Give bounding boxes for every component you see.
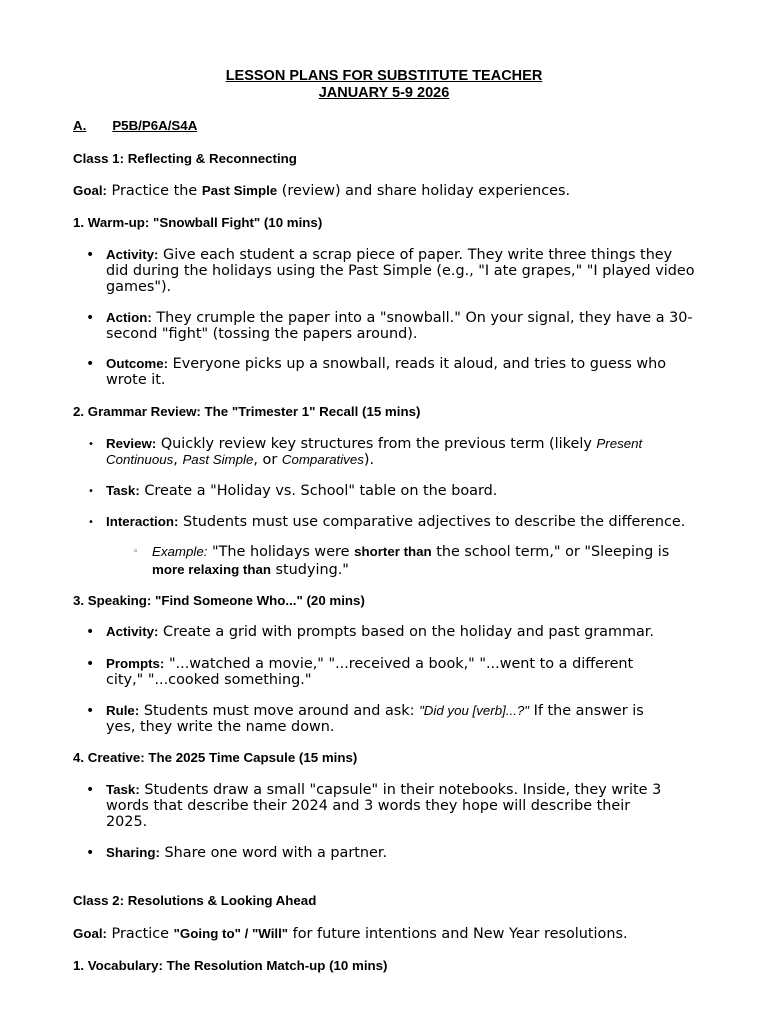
item-italic: Comparatives [281,452,364,467]
item-text: Students draw a small "capsule" in their notebooks. Inside, they write 3 words that describe their 2024 and 3 words they hope will describe their 2025. [106,782,662,830]
list-item [106,514,706,530]
goal-emphasis: "Going to" / "Will" [173,926,289,941]
item-label: Prompts: [106,656,165,671]
bullet: • [88,439,94,450]
item-text: Students must move around and ask: [139,703,420,719]
item-text: Quickly review key structures from the previous term (likely [156,436,597,452]
bullet: • [86,782,95,798]
list-item [106,656,646,688]
goal-text-end: for future intentions and New Year resolutions. [288,926,628,942]
activity4-heading: 4. Creative: The 2025 Time Capsule (15 mins) [73,750,358,765]
list-item [106,845,696,861]
item-text: , or [253,452,282,468]
activity2-heading: 2. Grammar Review: The "Trimester 1" Recall (15 mins) [73,404,421,419]
item-text: , [173,452,183,468]
activity3-heading: 3. Speaking: "Find Someone Who..." (20 mins) [73,593,365,608]
bullet: • [86,247,95,263]
goal-emphasis: Past Simple [201,183,278,198]
item-text: They crumple the paper into a "snowball." On your signal, they have a 30-second "fight" (tossing the papers around). [106,310,693,342]
list-item [106,483,696,499]
example-bold: more relaxing than [152,562,271,577]
class2-heading: Class 2: Resolutions & Looking Ahead [73,893,317,908]
item-label: Interaction: [106,514,179,529]
item-text: Create a "Holiday vs. School" table on the board. [139,483,498,499]
item-label: Review: [106,436,157,451]
example-text: the school term," or "Sleeping is [431,544,670,560]
bullet: • [86,310,95,326]
bullet: • [86,703,95,719]
list-item [106,624,696,640]
item-italic: Past Simple [182,452,254,467]
goal-label: Goal: [73,183,107,198]
list-item [106,782,666,830]
activity1-heading: 1. Warm-up: "Snowball Fight" (10 mins) [73,215,323,230]
goal-text: Practice the [106,183,202,199]
example-text: studying." [270,562,349,578]
goal-text-end: (review) and share holiday experiences. [277,183,571,199]
section-name: P5B/P6A/S4A [112,118,198,133]
bullet: • [86,624,95,640]
item-label: Activity: [106,624,159,639]
example-text: "The holidays were [207,544,355,560]
item-text: Share one word with a partner. [159,845,388,861]
item-text: If the answer is yes, they write the name down. [106,703,644,735]
item-label: Task: [106,782,140,797]
item-text: Students must use comparative adjectives to describe the difference. [178,514,686,530]
example-item [152,543,692,579]
section-letter: A. [73,118,87,133]
bullet: • [86,845,95,861]
item-text: "...watched a movie," "...received a book," "...went to a different city," "...cooked something." [106,656,634,688]
bullet: • [88,517,94,528]
page-subtitle: JANUARY 5-9 2026 [318,85,450,101]
example-label: Example: [152,544,208,559]
list-item [106,356,696,388]
item-label: Sharing: [106,845,160,860]
list-item [106,310,696,342]
bullet: • [88,486,94,497]
example-bold: shorter than [354,544,432,559]
item-text: Give each student a scrap piece of paper. They write three things they did during the holidays using the Past Simple (e.g., "I ate grapes," "I played video games"). [106,247,695,295]
class1-goal [73,183,693,199]
item-italic: "Did you [verb]...?" [419,703,530,718]
page-title: LESSON PLANS FOR SUBSTITUTE TEACHER [225,68,543,84]
item-italic: Present Continuous [106,436,643,467]
item-label: Outcome: [106,356,169,371]
sub-bullet: ◦ [133,547,139,557]
item-label: Activity: [106,247,159,262]
list-item [106,247,696,295]
class1-heading: Class 1: Reflecting & Reconnecting [73,151,297,166]
class2-goal [73,926,693,942]
section-a-heading [73,118,197,133]
list-item [106,436,696,468]
class2-activity1-heading: 1. Vocabulary: The Resolution Match-up (10 mins) [73,958,388,973]
item-label: Rule: [106,703,140,718]
item-text: Create a grid with prompts based on the holiday and past grammar. [158,624,654,640]
goal-label: Goal: [73,926,107,941]
item-text: Everyone picks up a snowball, reads it aloud, and tries to guess who wrote it. [106,356,667,388]
item-text: ). [363,452,375,468]
item-label: Task: [106,483,140,498]
list-item [106,703,666,735]
bullet: • [86,656,95,672]
item-label: Action: [106,310,152,325]
goal-text: Practice [106,926,174,942]
bullet: • [86,356,95,372]
